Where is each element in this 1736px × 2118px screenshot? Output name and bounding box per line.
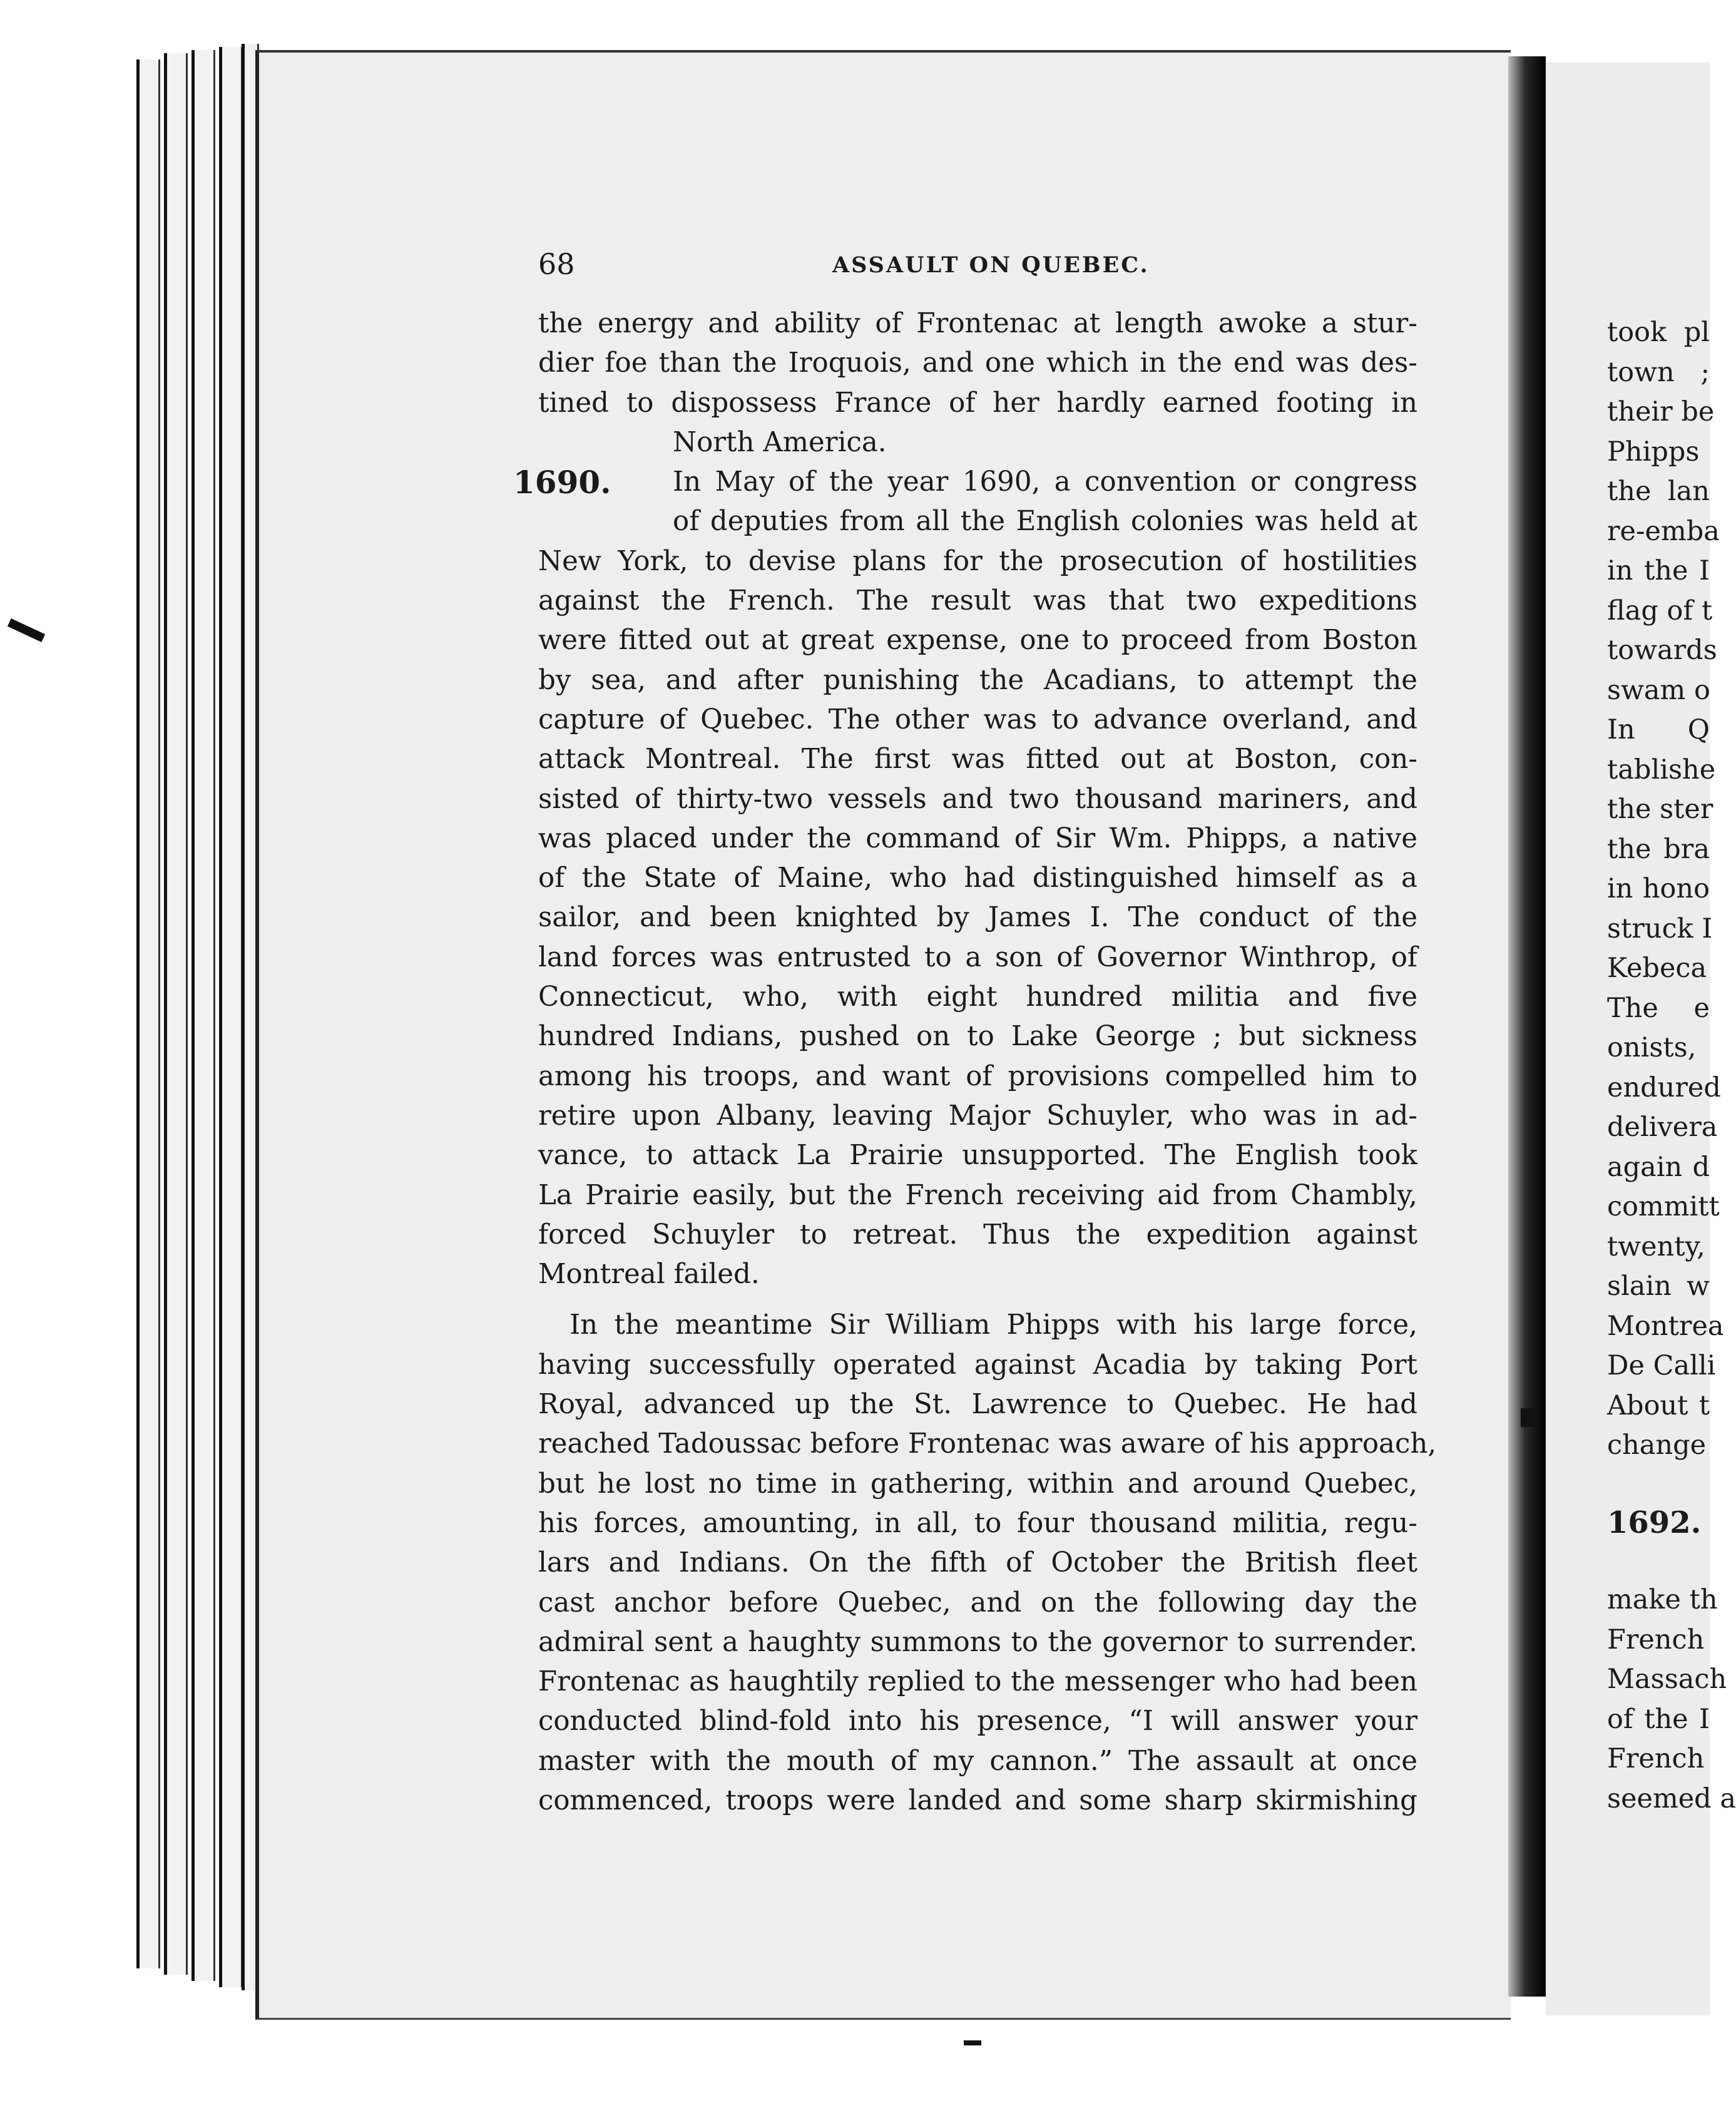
text-line: reached Tadoussac before Frontenac was aware of his approach, [538,1428,1437,1460]
running-head: ASSAULT ON QUEBEC. [832,252,1150,278]
scan-speck [964,2040,981,2045]
text-line: his forces, amounting, in all, to four thousand militia, regu- [538,1507,1417,1539]
facing-line: re-emba [1607,515,1720,547]
text-line: cast anchor before Quebec, and on the following day the [538,1587,1417,1619]
facing-line: struck I [1607,913,1713,944]
facing-line: in hono [1607,873,1710,904]
text-line: conducted blind-fold into his presence, “I will answer your [538,1706,1417,1737]
text-line: was placed under the command of Sir Wm. Phipps, a native [538,822,1417,854]
text-line: land forces was entrusted to a son of Governor Winthrop, of [538,941,1417,973]
facing-year: 1692. [1607,1505,1702,1540]
facing-line: make th [1607,1584,1718,1615]
facing-line: town ; [1607,356,1710,388]
facing-line: De Calli [1607,1350,1716,1381]
text-line: but he lost no time in gathering, within and around Quebec, [538,1468,1417,1500]
text-line: Montreal failed. [538,1259,760,1291]
text-line-with-year [513,463,1417,502]
facing-line: their be [1607,396,1715,427]
text-line: La Prairie easily, but the French receiving aid from Chambly, [538,1179,1417,1211]
page-number: 68 [538,247,575,281]
text-line: by sea, and after punishing the Acadians, to attempt the [538,664,1417,696]
facing-line: slain w [1607,1271,1710,1302]
text-line: retire upon Albany, leaving Major Schuyler, who was in ad- [538,1100,1417,1132]
text-line: North America. [673,426,887,458]
text-line: capture of Quebec. The other was to advance overland, and [538,703,1417,735]
facing-page-text [1607,313,1736,1819]
facing-line: the ster [1607,794,1713,825]
text-line: among his troops, and want of provisions compelled him to [538,1060,1417,1092]
facing-line: swam o [1607,674,1710,706]
book-gutter [1508,56,1546,1997]
body-text [513,304,1437,1821]
scan-speck [8,618,45,642]
text-line: vance, to attack La Prairie unsupported. The English took [538,1140,1417,1172]
facing-line: tablishe [1607,754,1716,785]
text-line: Frontenac as haughtily replied to the messenger who had been [538,1666,1417,1698]
scan-speck [1521,1408,1536,1427]
text-line: lars and Indians. On the fifth of October the British fleet [538,1547,1417,1579]
text-line: forced Schuyler to retreat. Thus the expedition against [538,1219,1417,1251]
facing-line: delivera [1607,1112,1718,1143]
facing-line: onists, [1607,1032,1697,1063]
facing-line: in the I [1607,555,1710,586]
facing-line: Kebeca [1607,953,1707,984]
page-edge [164,53,188,1975]
text-line: master with the mouth of my cannon.” The assault at once [538,1745,1417,1777]
text-line: dier foe than the Iroquois, and one which in the end was des- [538,347,1417,379]
text-line: attack Montreal. The first was fitted out at Boston, con- [538,744,1417,775]
facing-line: again d [1607,1151,1710,1183]
margin-year: 1690. [513,464,611,501]
text-line: commenced, troops were landed and some sharp skirmishing [538,1784,1417,1816]
facing-line: endured [1607,1072,1721,1103]
facing-line: Massach [1607,1664,1727,1695]
text-line: In May of the year 1690, a convention or congress [673,466,1417,498]
facing-line: About t [1607,1389,1710,1421]
facing-line: committ [1607,1191,1720,1222]
facing-line: Phipps [1607,436,1700,468]
text-line: Royal, advanced up the St. Lawrence to Quebec. He had [538,1389,1417,1421]
text-line: hundred Indians, pushed on to Lake George ; but sickness [538,1021,1417,1053]
text-line: New York, to devise plans for the prosecution of hostilities [538,545,1417,577]
facing-line: French [1607,1624,1705,1655]
facing-gap [1607,1543,1710,1580]
facing-line: towards [1607,635,1717,666]
text-line: In the meantime Sir William Phipps with his large force, [569,1309,1417,1341]
text-line: having successfully operated against Acadia by taking Port [538,1349,1417,1381]
text-line: against the French. The result was that two expeditions [538,585,1417,617]
page-header [538,247,1527,285]
facing-line: In Q [1607,714,1710,745]
facing-line: twenty, [1607,1230,1705,1262]
facing-line: of the I [1607,1703,1710,1735]
paragraph-gap [538,1294,1417,1306]
page-edge [136,59,160,1968]
facing-line: seemed a [1607,1783,1736,1814]
text-line: tined to dispossess France of her hardly earned footing in [538,387,1417,419]
text-line: sailor, and been knighted by James I. The conduct of the [538,902,1417,934]
facing-line: the lan [1607,476,1710,507]
facing-line: Montrea [1607,1310,1724,1342]
text-line: Connecticut, who, with eight hundred militia and five [538,981,1417,1013]
text-line: sisted of thirty-two vessels and two thousand mariners, and [538,783,1417,815]
facing-line: flag of t [1607,595,1713,627]
text-line: the energy and ability of Frontenac at length awoke a stur- [538,308,1417,339]
text-line: of the State of Maine, who had distinguished himself as a [538,862,1417,894]
text-line: admiral sent a haughty summons to the governor to surrender. [538,1626,1417,1658]
facing-line: took pl [1607,317,1710,348]
text-line: of deputies from all the English colonies was held at [673,506,1417,538]
facing-gap [1607,1466,1710,1503]
facing-line: the bra [1607,833,1710,865]
text-line: were fitted out at great expense, one to proceed from Boston [538,625,1417,657]
page-edge [219,47,243,1987]
facing-line: The e [1607,992,1710,1024]
page-edge [191,50,215,1981]
facing-line: change [1607,1430,1707,1461]
facing-line: French [1607,1743,1705,1774]
